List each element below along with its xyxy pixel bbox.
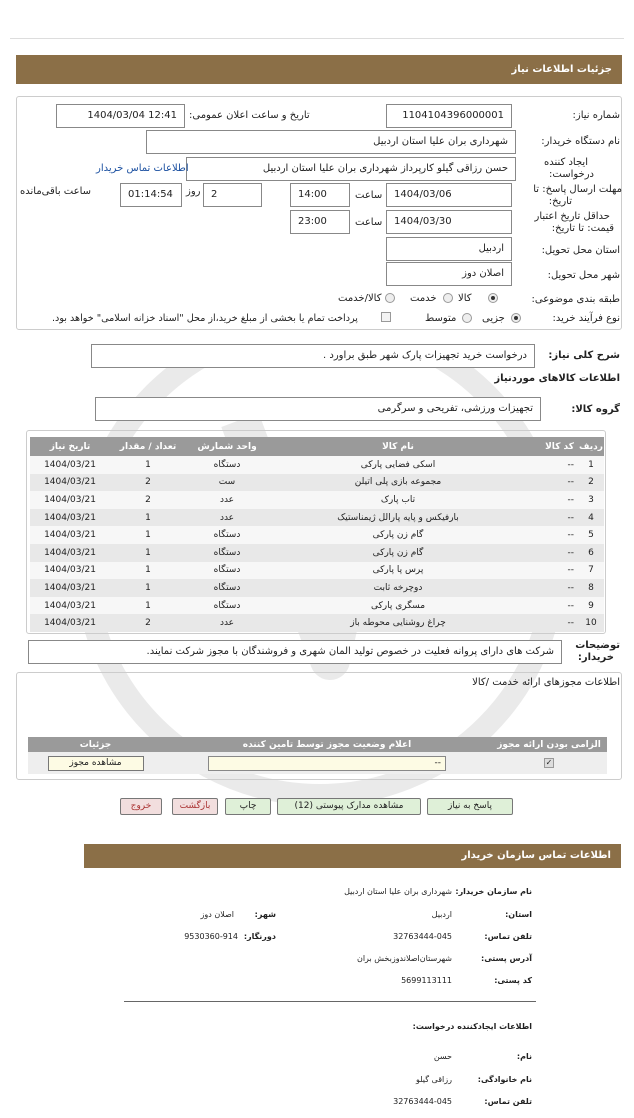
table-row bbox=[30, 597, 604, 615]
creator-name-value: حسن bbox=[433, 1052, 452, 1061]
contact-phone-value: 32763444-045 bbox=[393, 932, 452, 941]
row-qty: 1 bbox=[110, 509, 186, 527]
row-unit: دستگاه bbox=[186, 562, 268, 580]
process-medium-label: متوسط bbox=[425, 313, 457, 324]
contact-postal-label: کد پستی: bbox=[494, 976, 532, 985]
city-label: شهر محل تحویل: bbox=[547, 270, 620, 281]
contact-city-label: شهر: bbox=[254, 910, 276, 919]
row-unit: عدد bbox=[186, 614, 268, 632]
row-date: 1404/03/21 bbox=[30, 579, 110, 597]
deadline-label-1: مهلت ارسال پاسخ: تا bbox=[533, 184, 622, 195]
buyer-notes-label-1: توضیحات bbox=[575, 640, 620, 651]
table-row bbox=[30, 474, 604, 492]
days-field: 2 bbox=[203, 183, 262, 207]
validity-label-2: قیمت: تا تاریخ: bbox=[551, 223, 614, 234]
province-label: استان محل تحویل: bbox=[541, 245, 620, 256]
row-name: بارفیکس و پایه پارالل ژیمناستیک bbox=[268, 509, 528, 527]
row-name: مسگری پارکی bbox=[268, 597, 528, 615]
items-table bbox=[30, 437, 604, 632]
process-minor-radio[interactable] bbox=[511, 313, 521, 323]
row-unit: دستگاه bbox=[186, 579, 268, 597]
validity-time-field: 23:00 bbox=[290, 210, 350, 234]
treasury-note: پرداخت تمام یا بخشی از مبلغ خرید،از محل "اسناد خزانه اسلامی" خواهد بود. bbox=[52, 313, 358, 324]
contact-divider bbox=[124, 1001, 536, 1002]
row-number: 10 bbox=[578, 614, 604, 632]
process-medium-radio[interactable] bbox=[462, 313, 472, 323]
contact-phone-label: تلفن تماس: bbox=[484, 932, 532, 941]
table-row bbox=[30, 614, 604, 632]
row-qty: 2 bbox=[110, 614, 186, 632]
row-name: مجموعه بازی پلی اتیلن bbox=[268, 474, 528, 492]
summary-label: شرح کلی نیاز: bbox=[548, 350, 620, 361]
remaining-time-field: 01:14:54 bbox=[120, 183, 182, 207]
buyer-notes-field: شرکت های دارای پروانه فعلیت در خصوص تولید المان شهری و فروشندگان با مجوز شرکت نمایند. bbox=[28, 640, 562, 664]
row-unit: عدد bbox=[186, 491, 268, 509]
row-code: -- bbox=[528, 509, 578, 527]
contact-city-value: اصلان دوز bbox=[200, 910, 234, 919]
deadline-time-field: 14:00 bbox=[290, 183, 350, 207]
col-unit: واحد شمارش bbox=[186, 437, 268, 456]
table-row bbox=[30, 579, 604, 597]
row-unit: دستگاه bbox=[186, 597, 268, 615]
print-button[interactable]: چاپ bbox=[225, 798, 271, 815]
row-date: 1404/03/21 bbox=[30, 509, 110, 527]
row-code: -- bbox=[528, 544, 578, 562]
row-qty: 1 bbox=[110, 597, 186, 615]
row-date: 1404/03/21 bbox=[30, 456, 110, 474]
reply-button[interactable]: پاسخ به نیاز bbox=[427, 798, 513, 815]
col-code: کد کالا bbox=[528, 437, 578, 456]
category-label: طبقه بندی موضوعی: bbox=[531, 294, 620, 305]
row-code: -- bbox=[528, 579, 578, 597]
table-row bbox=[30, 456, 604, 474]
row-unit: دستگاه bbox=[186, 526, 268, 544]
validity-date-field: 1404/03/30 bbox=[386, 210, 512, 234]
buyer-label: نام دستگاه خریدار: bbox=[541, 136, 620, 147]
category-both-label: کالا/خدمت bbox=[338, 293, 382, 304]
permits-title: اطلاعات مجوزهای ارائه خدمت /کالا bbox=[472, 677, 620, 688]
process-minor-label: جزیی bbox=[482, 313, 505, 324]
category-goods-radio[interactable] bbox=[488, 293, 498, 303]
row-name: دوچرخه ثابت bbox=[268, 579, 528, 597]
table-row bbox=[30, 562, 604, 580]
row-name: اسکی فضایی پارکی bbox=[268, 456, 528, 474]
buyer-contact-link[interactable]: اطلاعات تماس خریدار bbox=[96, 163, 189, 174]
row-code: -- bbox=[528, 614, 578, 632]
row-number: 4 bbox=[578, 509, 604, 527]
goods-group-field: تجهیزات ورزشی، تفریحی و سرگرمی bbox=[95, 397, 541, 421]
row-qty: 1 bbox=[110, 579, 186, 597]
row-date: 1404/03/21 bbox=[30, 614, 110, 632]
col-date: تاریخ نیاز bbox=[30, 437, 110, 456]
col-details: جزئیات bbox=[28, 737, 163, 752]
row-number: 2 bbox=[578, 474, 604, 492]
row-date: 1404/03/21 bbox=[30, 491, 110, 509]
table-row bbox=[30, 526, 604, 544]
contact-address-value: شهرستان‌اصلاندوزبخش بران bbox=[356, 954, 452, 963]
deadline-time-label: ساعت bbox=[355, 190, 383, 201]
row-code: -- bbox=[528, 491, 578, 509]
category-service-label: خدمت bbox=[410, 293, 437, 304]
contact-province-label: استان: bbox=[505, 910, 532, 919]
summary-field: درخواست خرید تجهیزات پارک شهر طبق براورد . bbox=[91, 344, 535, 368]
row-qty: 2 bbox=[110, 474, 186, 492]
creator-label-2: درخواست: bbox=[549, 169, 594, 180]
top-divider bbox=[10, 38, 624, 39]
province-field: اردبیل bbox=[386, 237, 512, 261]
row-number: 7 bbox=[578, 562, 604, 580]
creator-label-1: ایجاد کننده bbox=[544, 157, 588, 168]
permit-required-checkbox: ✓ bbox=[545, 758, 553, 767]
category-both-radio[interactable] bbox=[385, 293, 395, 303]
contact-section-title: اطلاعات تماس سازمان خریدار bbox=[84, 844, 621, 868]
row-date: 1404/03/21 bbox=[30, 526, 110, 544]
row-number: 3 bbox=[578, 491, 604, 509]
creator-info-title: اطلاعات ایجادکننده درخواست: bbox=[412, 1022, 532, 1031]
buyer-field: شهرداری بران علیا استان اردبیل bbox=[146, 130, 516, 154]
contact-org-label: نام سازمان خریدار: bbox=[455, 887, 532, 896]
col-status: اعلام وضعیت مجوز توسط تامین کننده bbox=[163, 737, 491, 752]
row-date: 1404/03/21 bbox=[30, 474, 110, 492]
row-name: گام زن پارکی bbox=[268, 526, 528, 544]
row-qty: 1 bbox=[110, 526, 186, 544]
creator-phone-value: 32763444-045 bbox=[393, 1097, 452, 1106]
row-date: 1404/03/21 bbox=[30, 544, 110, 562]
row-qty: 2 bbox=[110, 491, 186, 509]
view-permit-button[interactable]: مشاهده مجوز bbox=[48, 756, 144, 771]
row-name: گام زن پارکی bbox=[268, 544, 528, 562]
row-unit: عدد bbox=[186, 509, 268, 527]
row-number: 6 bbox=[578, 544, 604, 562]
validity-time-label: ساعت bbox=[355, 217, 383, 228]
col-row: ردیف bbox=[578, 437, 604, 456]
col-name: نام کالا bbox=[268, 437, 528, 456]
creator-field: حسن رزاقی گیلو کارپرداز شهرداری بران علیا استان اردبیل bbox=[186, 157, 516, 181]
city-field: اصلان دوز bbox=[386, 262, 512, 286]
contact-province-value: اردبیل bbox=[431, 910, 452, 919]
row-unit: دستگاه bbox=[186, 544, 268, 562]
row-qty: 1 bbox=[110, 544, 186, 562]
contact-postal-value: 5699113111 bbox=[401, 976, 452, 985]
category-goods-label: کالا bbox=[458, 293, 472, 304]
permit-status-field[interactable]: -- bbox=[208, 756, 446, 771]
permits-table bbox=[28, 737, 607, 774]
row-qty: 1 bbox=[110, 456, 186, 474]
validity-label-1: حداقل تاریخ اعتبار bbox=[534, 211, 610, 222]
contact-fax-label: دورنگار: bbox=[243, 932, 276, 941]
row-number: 5 bbox=[578, 526, 604, 544]
row-date: 1404/03/21 bbox=[30, 597, 110, 615]
deadline-date-field: 1404/03/06 bbox=[386, 183, 512, 207]
days-label: روز bbox=[186, 186, 201, 197]
goods-group-label: گروه کالا: bbox=[571, 404, 620, 415]
table-row bbox=[30, 491, 604, 509]
creator-family-label: نام خانوادگی: bbox=[477, 1075, 532, 1084]
back-button[interactable]: بازگشت bbox=[172, 798, 218, 815]
table-row bbox=[30, 509, 604, 527]
row-code: -- bbox=[528, 456, 578, 474]
page-title: جزئیات اطلاعات نیاز bbox=[16, 55, 622, 84]
deadline-label-2: تاریخ: bbox=[548, 196, 572, 207]
row-number: 1 bbox=[578, 456, 604, 474]
row-name: چراغ روشنایی محوطه باز bbox=[268, 614, 528, 632]
row-unit: دستگاه bbox=[186, 456, 268, 474]
creator-family-value: رزاقی گیلو bbox=[416, 1075, 452, 1084]
announce-label: تاریخ و ساعت اعلان عمومی: bbox=[189, 110, 310, 121]
treasury-checkbox[interactable] bbox=[381, 312, 391, 322]
row-qty: 1 bbox=[110, 562, 186, 580]
row-code: -- bbox=[528, 597, 578, 615]
announce-field: 1404/03/04 12:41 bbox=[56, 104, 185, 128]
buyer-notes-label-2: خریدار: bbox=[577, 652, 614, 663]
contact-address-label: آدرس پستی: bbox=[481, 954, 532, 963]
row-number: 8 bbox=[578, 579, 604, 597]
attachments-button[interactable]: مشاهده مدارک پیوستی (12) bbox=[277, 798, 421, 815]
need-number-label: شماره نیاز: bbox=[572, 110, 620, 121]
process-label: نوع فرآیند خرید: bbox=[552, 313, 620, 324]
row-code: -- bbox=[528, 562, 578, 580]
contact-org-value: شهرداری بران علیا استان اردبیل bbox=[344, 887, 452, 896]
row-code: -- bbox=[528, 526, 578, 544]
row-code: -- bbox=[528, 474, 578, 492]
col-required: الزامی بودن ارائه مجوز bbox=[491, 737, 607, 752]
row-number: 9 bbox=[578, 597, 604, 615]
creator-phone-label: تلفن تماس: bbox=[484, 1097, 532, 1106]
col-qty: تعداد / مقدار bbox=[110, 437, 186, 456]
row-unit: ست bbox=[186, 474, 268, 492]
table-row bbox=[30, 544, 604, 562]
row-name: پرس پا پارکی bbox=[268, 562, 528, 580]
creator-name-label: نام: bbox=[516, 1052, 532, 1061]
exit-button[interactable]: خروج bbox=[120, 798, 162, 815]
row-name: تاب پارک bbox=[268, 491, 528, 509]
need-number-field: 1104104396000001 bbox=[386, 104, 512, 128]
category-service-radio[interactable] bbox=[443, 293, 453, 303]
permit-row bbox=[28, 752, 607, 774]
row-date: 1404/03/21 bbox=[30, 562, 110, 580]
contact-fax-value: 9530360-914 bbox=[184, 932, 238, 941]
remaining-label: ساعت باقی‌مانده bbox=[20, 186, 92, 197]
goods-info-title: اطلاعات کالاهای موردنیاز bbox=[494, 373, 620, 384]
